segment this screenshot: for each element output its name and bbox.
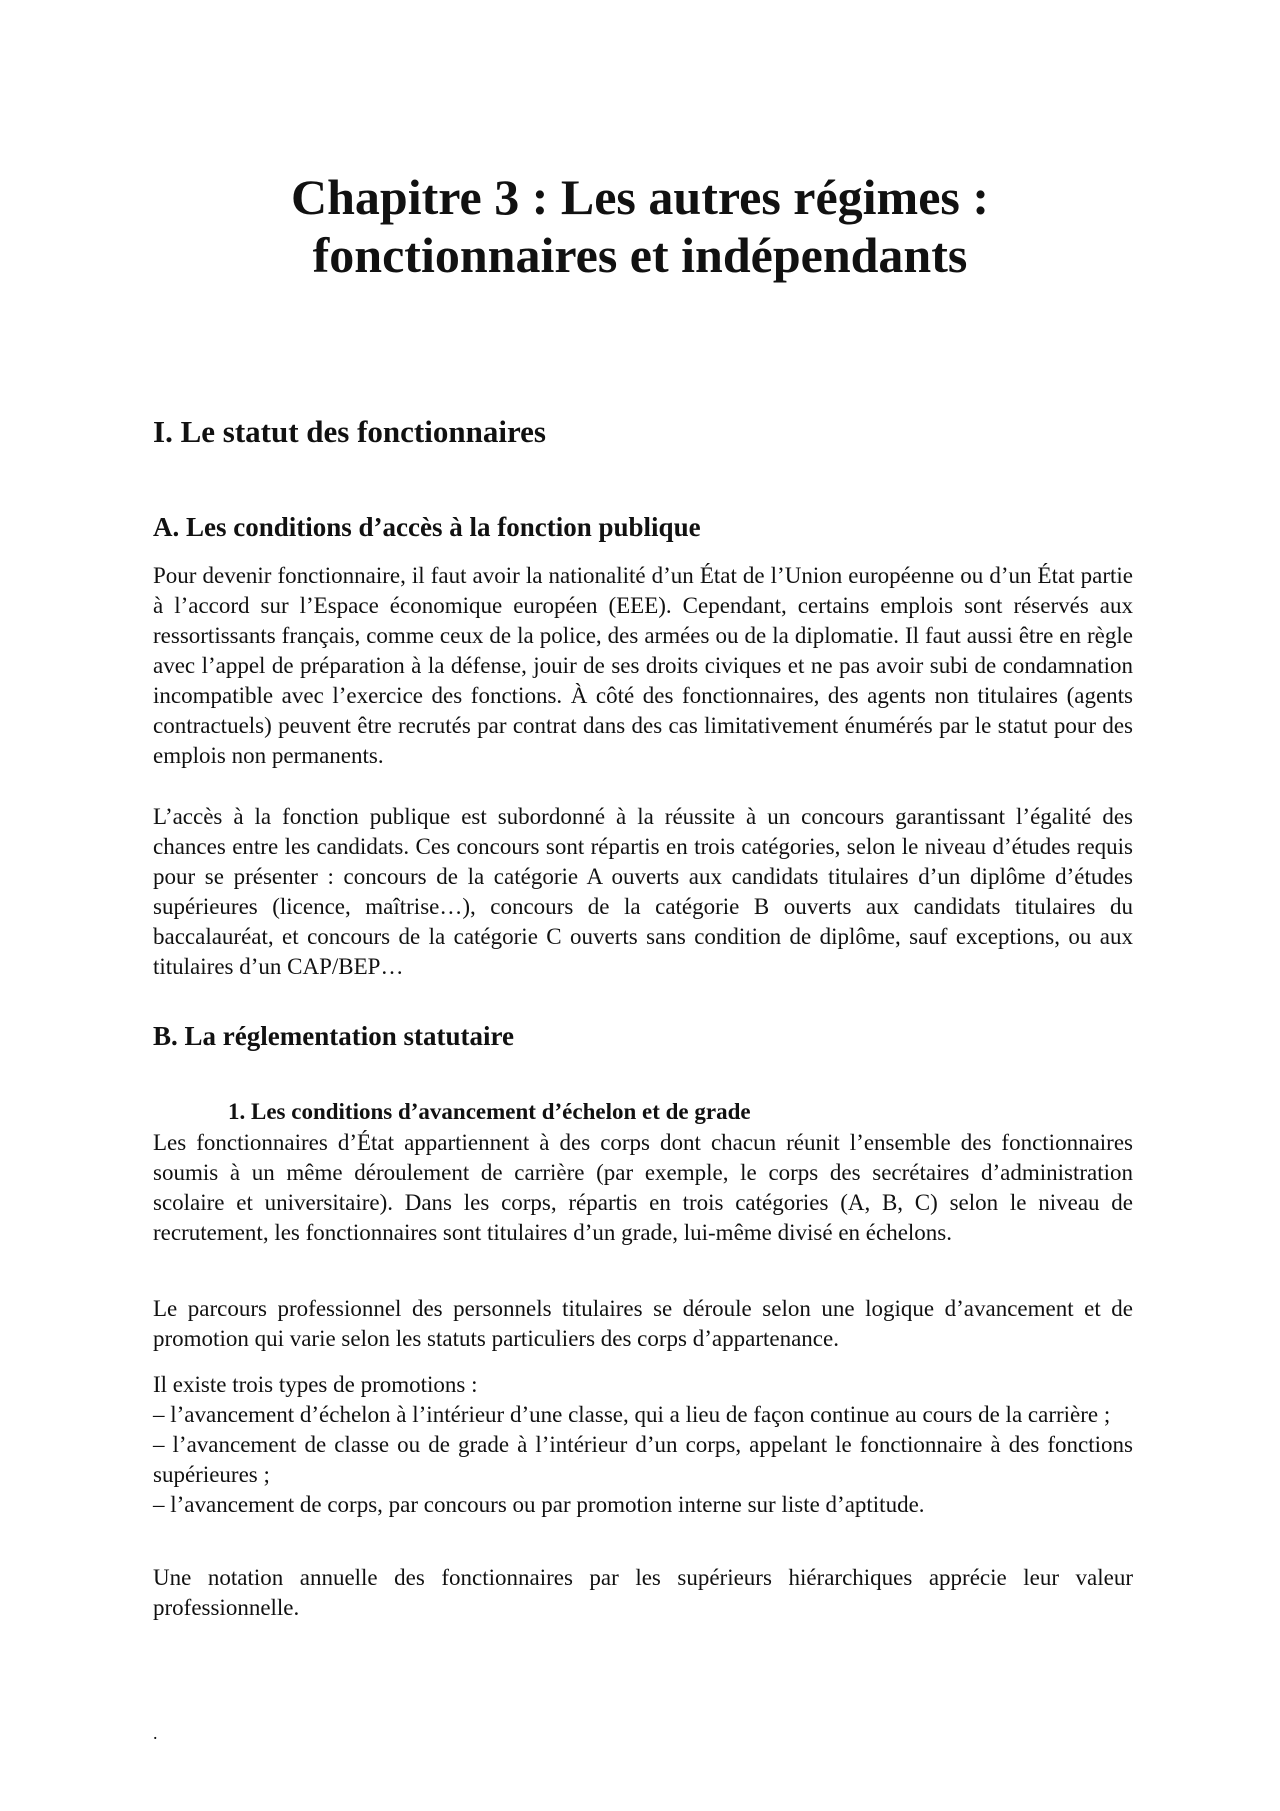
subsection-heading-conditions-acces: A. Les conditions d’accès à la fonction publique xyxy=(153,512,701,542)
paragraph-concours: L’accès à la fonction publique est subordonné à la réussite à un concours garantissant l’égalité des chances entre les candidats. Ces concours sont répartis en trois catégories, selon le niveau d’études requis pour se présenter : concours de la catégorie A ouverts aux candidats titulaires d’un diplôme d’études supérieures (licence, maîtrise…), concours de la catégorie B ouverts aux candidats titulaires du baccalauréat, et concours de la catégorie C ouverts sans condition de diplôme, sauf exceptions, ou aux titulaires d’un CAP/BEP… xyxy=(153,804,1133,979)
chapter-title: Chapitre 3 : Les autres régimes : fonctionnaires et indépendants xyxy=(290,169,990,283)
paragraph-parcours: Le parcours professionnel des personnels titulaires se déroule selon une logique d’avancement et de promotion qui varie selon les statuts particuliers des corps d’appartenance. xyxy=(153,1296,1133,1351)
section-heading-statut: I. Le statut des fonctionnaires xyxy=(153,414,546,449)
subsubsection-heading-avancement: 1. Les conditions d’avancement d’échelon et de grade xyxy=(228,1099,751,1124)
subsection-heading-reglementation: B. La réglementation statutaire xyxy=(153,1021,514,1051)
paragraph-nationalite: Pour devenir fonctionnaire, il faut avoir la nationalité d’un État de l’Union européenne ou d’un État partie à l’accord sur l’Espace économique européen (EEE). Cependant, certains emplois sont réservés aux ressortissants français, comme ceux de la police, des armées ou de la diplomatie. Il faut aussi être en règle avec l’appel de préparation à la défense, jouir de ses droits civiques et ne pas avoir subi de condamnation incompatible avec l’exercice des fonctions. À côté des fonctionnaires, des agents non titulaires (agents contractuels) peuvent être recrutés par contrat dans des cas limitativement énumérés par le statut pour des emplois non permanents. xyxy=(153,563,1133,768)
list-item: – l’avancement de classe ou de grade à l’intérieur d’un corps, appelant le fonctionnaire à des fonctions supérieures ; xyxy=(153,1432,1133,1487)
footer-mark: . xyxy=(153,1723,158,1743)
paragraph-corps: Les fonctionnaires d’État appartiennent à des corps dont chacun réunit l’ensemble des fonctionnaires soumis à un même déroulement de carrière (par exemple, le corps des secrétaires d’administration scolaire et universitaire). Dans les corps, répartis en trois catégories (A, B, C) selon le niveau de recrutement, les fonctionnaires sont titulaires d’un grade, lui-même divisé en échelons. xyxy=(153,1130,1133,1245)
promotions-intro: Il existe trois types de promotions : xyxy=(153,1372,478,1397)
promotions-list xyxy=(153,1370,1133,1520)
paragraph-notation: Une notation annuelle des fonctionnaires par les supérieurs hiérarchiques apprécie leur valeur professionnelle. xyxy=(153,1565,1133,1620)
list-item: – l’avancement d’échelon à l’intérieur d’une classe, qui a lieu de façon continue au cours de la carrière ; xyxy=(153,1402,1111,1427)
list-item: – l’avancement de corps, par concours ou par promotion interne sur liste d’aptitude. xyxy=(153,1492,925,1517)
